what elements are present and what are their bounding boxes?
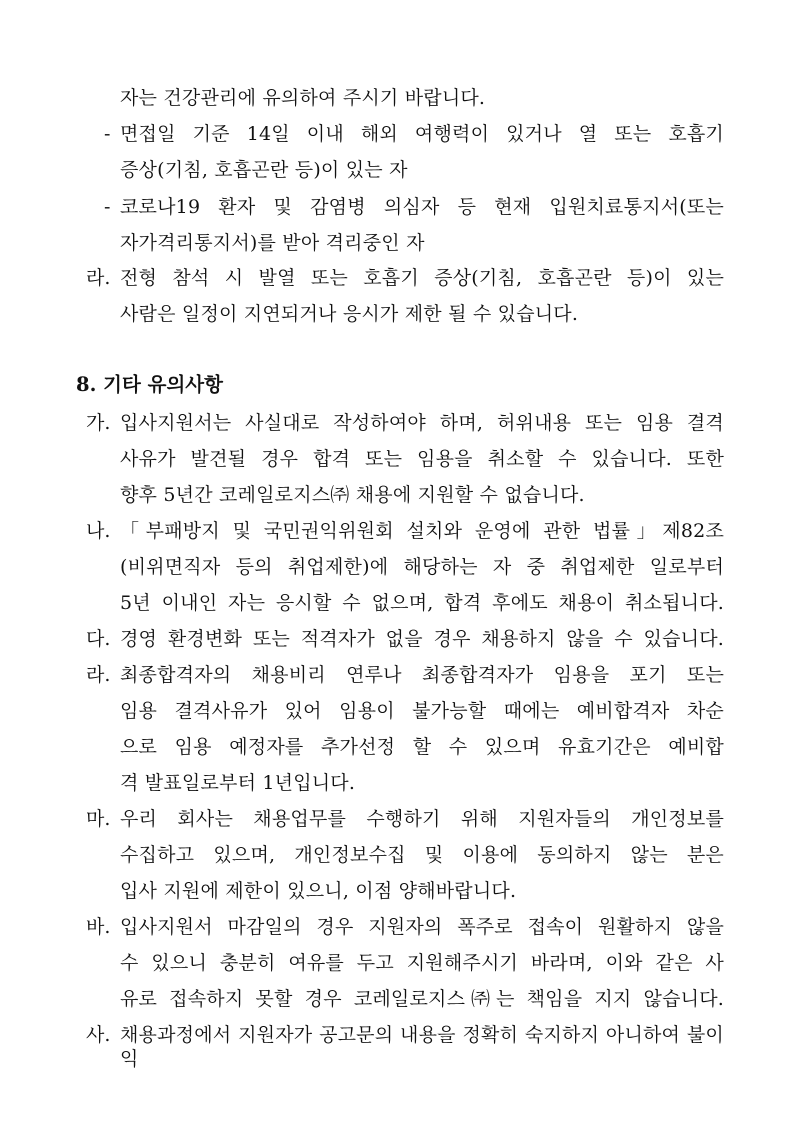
item-marker: 라. — [86, 664, 111, 686]
section-heading: 8. 기타 유의사항 — [76, 373, 223, 396]
text-line: 입사 지원에 제한이 있으니, 이점 양해바랍니다. — [120, 880, 517, 902]
text-line: 사유가 발견될 경우 합격 또는 임용을 취소할 수 있습니다. 또한 — [120, 448, 724, 470]
item-marker: 다. — [86, 628, 111, 650]
text-line: 입사지원서는 사실대로 작성하여야 하며, 허위내용 또는 임용 결격 — [120, 412, 724, 434]
text-line: 코로나19 환자 및 감염병 의심자 등 현재 입원치료통지서(또는 — [120, 196, 724, 218]
text-line: 우리 회사는 채용업무를 수행하기 위해 지원자들의 개인정보를 — [120, 808, 724, 830]
text-line: 향후 5년간 코레일로지스㈜ 채용에 지원할 수 없습니다. — [120, 484, 585, 506]
text-line: (비위면직자 등의 취업제한)에 해당하는 자 중 취업제한 일로부터 — [120, 556, 724, 578]
text-line: 5년 이내인 자는 응시할 수 없으며, 합격 후에도 채용이 취소됩니다. — [120, 592, 724, 614]
item-marker: 나. — [86, 520, 111, 542]
dash-bullet: - — [104, 196, 111, 218]
text-line: 최종합격자의 채용비리 연루나 최종합격자가 임용을 포기 또는 — [120, 664, 724, 686]
text-line: 면접일 기준 14일 이내 해외 여행력이 있거나 열 또는 호흡기 — [120, 123, 724, 145]
text-line: 「부패방지 및 국민권익위원회 설치와 운영에 관한 법률」제82조 — [120, 520, 724, 542]
text-line: 채용과정에서 지원자가 공고문의 내용을 정확히 숙지하지 아니하여 불이익 — [120, 1024, 724, 1070]
text-line: 사람은 일정이 지연되거나 응시가 제한 될 수 있습니다. — [120, 303, 579, 325]
text-line: 으로 임용 예정자를 추가선정 할 수 있으며 유효기간은 예비합 — [120, 736, 724, 758]
item-marker: 마. — [86, 808, 111, 830]
text-line: 전형 참석 시 발열 또는 호흡기 증상(기침, 호흡곤란 등)이 있는 — [120, 267, 724, 289]
text-line: 임용 결격사유가 있어 임용이 불가능할 때에는 예비합격자 차순 — [120, 700, 724, 722]
text-line: 입사지원서 마감일의 경우 지원자의 폭주로 접속이 원활하지 않을 — [120, 916, 724, 938]
text-line: 유로 접속하지 못할 경우 코레일로지스㈜는 책임을 지지 않습니다. — [120, 988, 724, 1010]
item-marker: 사. — [86, 1024, 111, 1046]
text-line: 수집하고 있으며, 개인정보수집 및 이용에 동의하지 않는 분은 — [120, 844, 724, 866]
item-marker: 라. — [86, 267, 111, 289]
item-marker: 바. — [86, 916, 111, 938]
dash-bullet: - — [104, 123, 111, 145]
text-line: 자가격리통지서)를 받아 격리중인 자 — [120, 232, 425, 254]
text-line: 경영 환경변화 또는 적격자가 없을 경우 채용하지 않을 수 있습니다. — [120, 628, 724, 650]
text-line: 격 발표일로부터 1년입니다. — [120, 772, 356, 794]
item-marker: 가. — [86, 412, 111, 434]
text-line: 자는 건강관리에 유의하여 주시기 바랍니다. — [120, 87, 486, 109]
text-line: 수 있으니 충분히 여유를 두고 지원해주시기 바라며, 이와 같은 사 — [120, 952, 724, 974]
text-line: 증상(기침, 호흡곤란 등)이 있는 자 — [120, 159, 408, 181]
